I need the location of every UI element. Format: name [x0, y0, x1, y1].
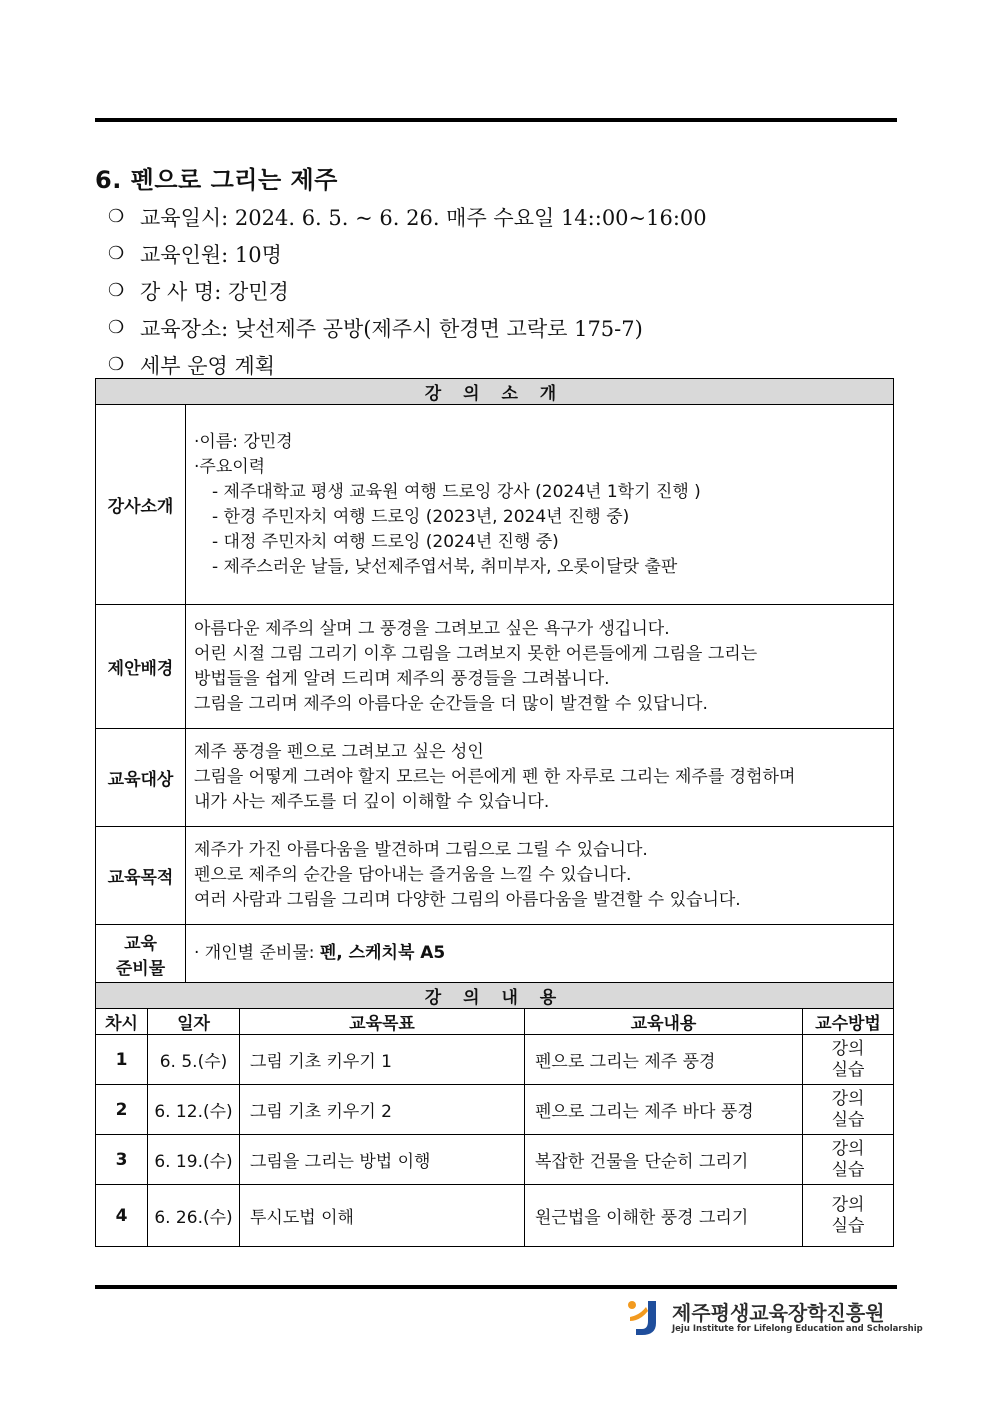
plan-table	[95, 378, 894, 1247]
supplies-label: 교육 준비물	[96, 925, 186, 983]
circle-bullet-icon: ❍	[108, 317, 125, 338]
col-content: 교육내용	[525, 1009, 803, 1035]
bullet-instructor: ❍ 강 사 명: 강민경	[108, 279, 289, 304]
info-bullets	[108, 198, 707, 383]
intro-heading: 강 의 소 개	[96, 379, 894, 405]
org-name: 제주평생교육장학진흥원	[672, 1301, 885, 1325]
bullet-location: ❍ 교육장소: 낮선제주 공방(제주시 한경면 고락로 175-7)	[108, 316, 643, 341]
col-date: 일자	[148, 1009, 240, 1035]
content-heading: 강 의 내 용	[96, 983, 894, 1009]
circle-bullet-icon: ❍	[108, 243, 125, 264]
table-row: 3 6. 19.(수) 그림을 그리는 방법 이행 복잡한 건물을 단순히 그리기 강의 실습	[96, 1135, 894, 1185]
target-cell: 제주 풍경을 펜으로 그려보고 싶은 성인 그림을 어떻게 그려야 할지 모르는 어른에게 펜 한 자루로 그리는 제주를 경험하며 내가 사는 제주도를 더 깊이 이해할 수 있습니다.	[186, 729, 894, 827]
circle-bullet-icon: ❍	[108, 354, 125, 375]
top-rule	[95, 118, 897, 122]
bottom-rule	[95, 1285, 897, 1289]
col-session: 차시	[96, 1009, 148, 1035]
table-row: 4 6. 26.(수) 투시도법 이해 원근법을 이해한 풍경 그리기 강의 실습	[96, 1185, 894, 1247]
org-name-en: Jeju Institute for Lifelong Education and Scholarship	[672, 1324, 923, 1334]
bullet-capacity: ❍ 교육인원: 10명	[108, 242, 282, 267]
col-goal: 교육목표	[240, 1009, 525, 1035]
institute-logo-icon	[626, 1297, 664, 1337]
goal-label: 교육목적	[96, 827, 186, 925]
table-row: 1 6. 5.(수) 그림 기초 키우기 1 펜으로 그리는 제주 풍경 강의 실습	[96, 1035, 894, 1085]
supplies-cell: · 개인별 준비물: 펜, 스케치북 A5	[186, 925, 894, 983]
circle-bullet-icon: ❍	[108, 280, 125, 301]
background-cell: 아름다운 제주의 살며 그 풍경을 그려보고 싶은 욕구가 생깁니다. 어린 시절 그림 그리기 이후 그림을 그려보지 못한 어른들에게 그림을 그리는 방법들을 쉽게 알려 드리며 제주의 풍경들을 그려봅니다. 그림을 그리며 제주의 아름다운 순간들을 더 많이 발견할 수 있답니다.	[186, 605, 894, 729]
table-row: 2 6. 12.(수) 그림 기초 키우기 2 펜으로 그리는 제주 바다 풍경 강의 실습	[96, 1085, 894, 1135]
goal-cell: 제주가 가진 아름다움을 발견하며 그림으로 그릴 수 있습니다. 펜으로 제주의 순간을 담아내는 즐거움을 느낄 수 있습니다. 여러 사람과 그림을 그리며 다양한 그림의 아름다움을 발견할 수 있습니다.	[186, 827, 894, 925]
bullet-plan: ❍ 세부 운영 계획	[108, 353, 276, 378]
org-logo	[626, 1297, 923, 1339]
bullet-schedule: ❍ 교육일시: 2024. 6. 5. ~ 6. 26. 매주 수요일 14::00~16:00	[108, 205, 707, 230]
target-label: 교육대상	[96, 729, 186, 827]
section-title: 6. 펜으로 그리는 제주	[95, 166, 338, 194]
background-label: 제안배경	[96, 605, 186, 729]
col-method: 교수방법	[803, 1009, 894, 1035]
circle-bullet-icon: ❍	[108, 206, 125, 227]
instructor-cell: ·이름: 강민경 ·주요이력 - 제주대학교 평생 교육원 여행 드로잉 강사 (2024년 1학기 진행 ) - 한경 주민자치 여행 드로잉 (2023년, 2024년 진행 중) - 대정 주민자치 여행 드로잉 (2024년 진행 중) - 제주스러운 날들, 낮선제주엽서북, 취미부자, 오롯이달랏 출판	[186, 405, 894, 605]
instructor-label: 강사소개	[96, 405, 186, 605]
